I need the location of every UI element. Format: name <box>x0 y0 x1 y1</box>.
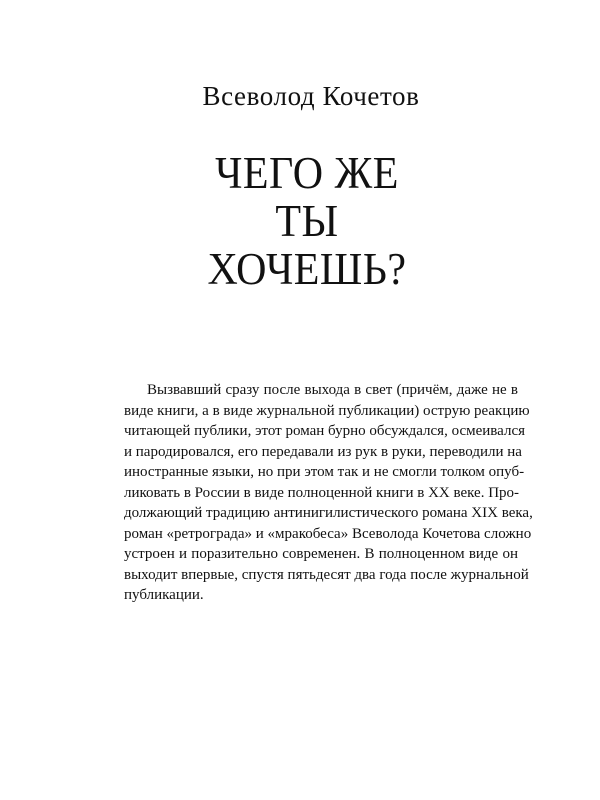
annotation-line: публикации. <box>124 587 204 603</box>
annotation-line: и пародировался, его передавали из рук в руки, переводили на <box>124 443 522 460</box>
annotation-line: иностранные языки, но при этом так и не смогли толком опуб- <box>124 464 525 480</box>
title-line: ХОЧЕШЬ? <box>207 245 407 295</box>
annotation-line: устроен и поразительно современен. В полноценном виде он <box>124 546 518 562</box>
book-annotation <box>124 380 533 606</box>
annotation-line: выходит впервые, спустя пятьдесят два года после журнальной <box>124 566 529 583</box>
annotation-line: читающей публики, этот роман бурно обсуждался, осмеивался <box>124 423 526 439</box>
author-name: Всеволод Кочетов <box>202 81 420 111</box>
annotation-line: роман «ретрограда» и «мракобеса» Всеволода Кочетова сложно <box>124 525 532 542</box>
annotation-line: Вызвавший сразу после выхода в свет (причём, даже не в <box>147 382 518 398</box>
title-line: ЧЕГО ЖЕ <box>215 149 399 199</box>
annotation-line: виде книги, а в виде журнальной публикации) острую реакцию <box>124 402 530 419</box>
annotation-line: должающий традицию антинигилистического романа XIX века, <box>124 505 533 521</box>
book-title <box>0 150 600 294</box>
title-line: ТЫ <box>275 197 339 247</box>
annotation-line: ликовать в России в виде полноценной книги в XX веке. Про- <box>124 484 520 501</box>
